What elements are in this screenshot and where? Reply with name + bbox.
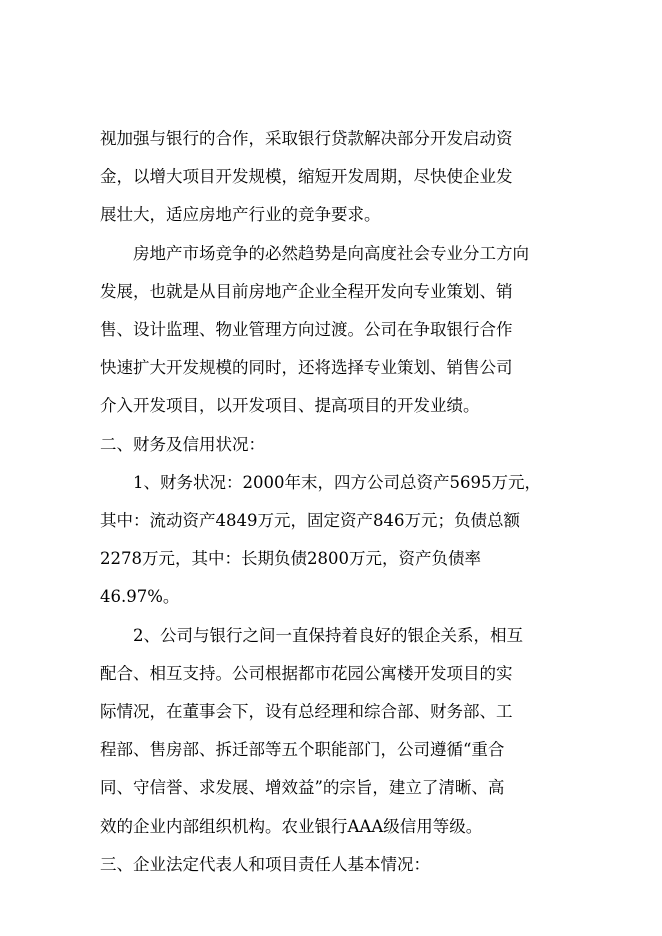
text-line: 际情况，在董事会下，设有总经理和综合部、财务部、工 [100, 702, 513, 722]
section-heading-finance: 二、财务及信用状况： [100, 434, 265, 454]
document-body [100, 120, 560, 884]
section-heading-representative [100, 846, 560, 884]
text-line: 效的企业内部组织机构。农业银行AAA级信用等级。 [100, 816, 483, 836]
text-line: 46.97%。 [100, 587, 180, 607]
text-line: 快速扩大开发规模的同时，还将选择专业策划、销售公司 [100, 358, 513, 378]
text-line: 金，以增大项目开发规模，缩短开发周期，尽快使企业发 [100, 167, 513, 187]
text-line: 其中：流动资产4849万元，固定资产846万元；负债总额 [100, 511, 520, 531]
text-line: 配合、相互支持。公司根据都市花园公寓楼开发项目的实 [100, 663, 513, 683]
text-line: 1、财务状况：2000年末，四方公司总资产5695万元， [133, 472, 541, 492]
text-line: 同、守信誉、求发展、增效益”的宗旨，建立了清晰、高 [100, 778, 505, 798]
text-line: 视加强与银行的合作，采取银行贷款解决部分开发启动资 [100, 129, 513, 148]
text-line: 2278万元，其中：长期负债2800万元，资产负债率 [100, 549, 481, 569]
text-line: 房地产市场竞争的必然趋势是向高度社会专业分工方向 [133, 243, 529, 263]
section-heading-number: 三、 [100, 854, 133, 874]
text-line: 售、设计监理、物业管理方向过渡。公司在争取银行合作 [100, 320, 513, 340]
text-line: 展壮大，适应房地产行业的竞争要求。 [100, 205, 381, 225]
text-line: 程部、售房部、拆迁部等五个职能部门，公司遵循“重合 [100, 740, 505, 760]
text-line: 发展，也就是从目前房地产企业全程开发向专业策划、销 [100, 281, 513, 301]
section-heading-text: 企业法定代表人和项目责任人基本情况： [133, 854, 430, 874]
text-line: 介入开发项目，以开发项目、提高项目的开发业绩。 [100, 396, 480, 416]
text-line: 2、公司与银行之间一直保持着良好的银企关系，相互 [133, 625, 523, 645]
